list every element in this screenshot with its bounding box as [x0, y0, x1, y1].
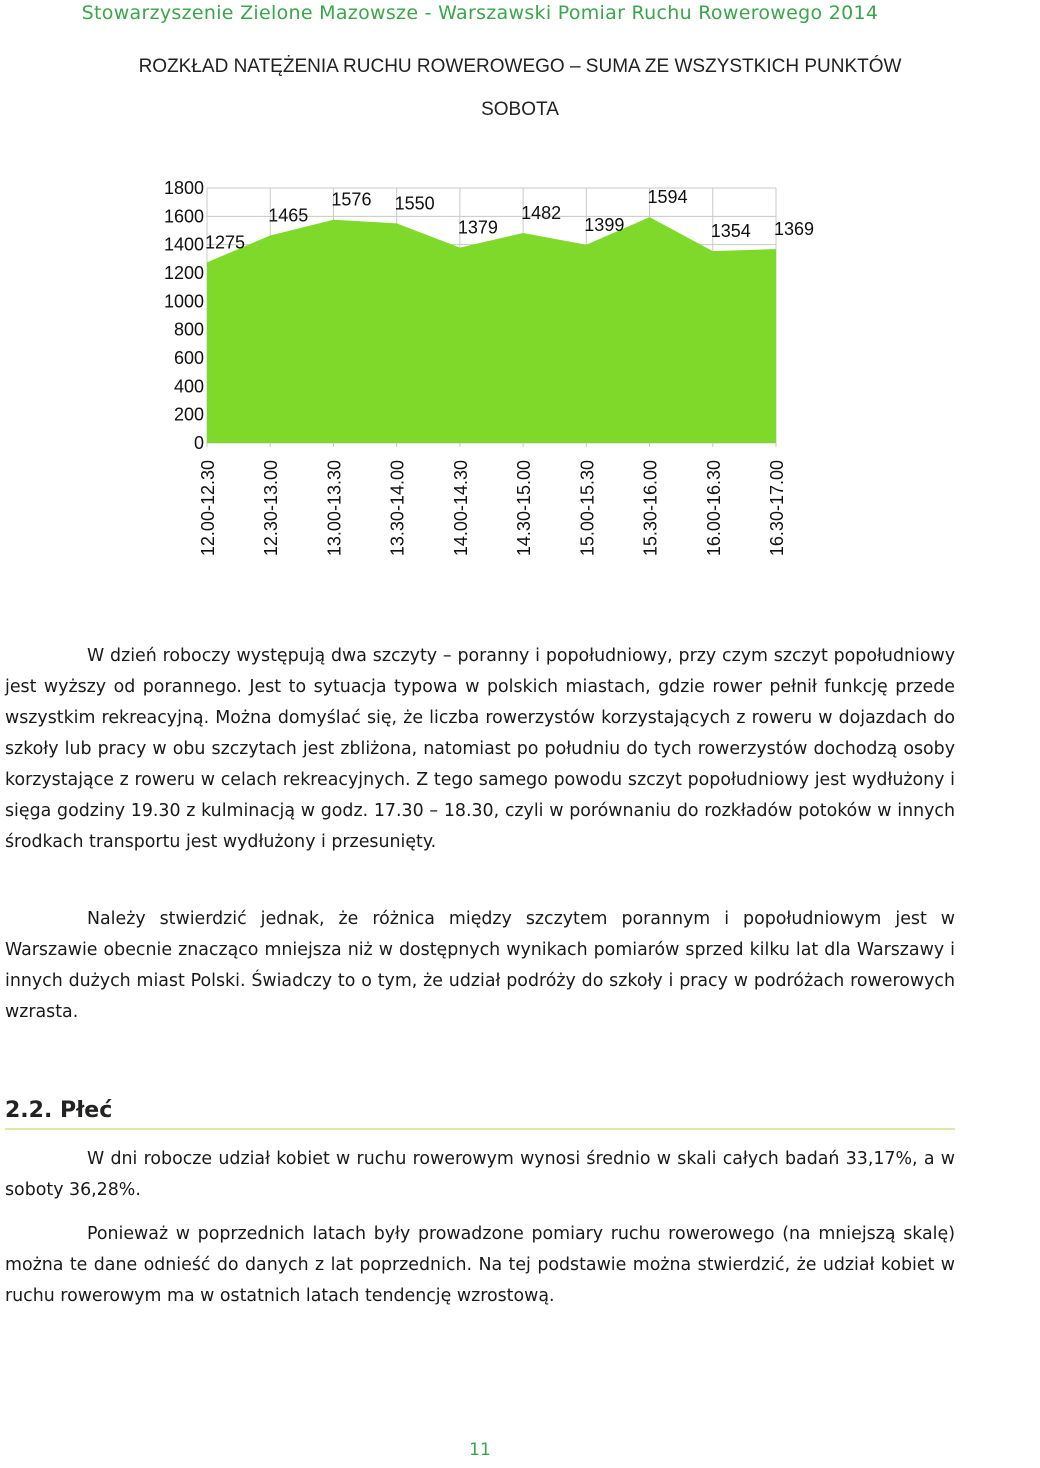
y-tick-label: 1600 — [163, 206, 204, 227]
data-label: 1275 — [204, 232, 246, 253]
y-tick-label: 200 — [173, 404, 204, 425]
x-tick-label: 14.00-14.30 — [450, 460, 471, 557]
x-tick-label: 12.30-13.00 — [261, 460, 282, 557]
paragraph-2 — [5, 904, 955, 1028]
data-label: 1550 — [394, 193, 435, 214]
paragraph-1 — [5, 641, 955, 858]
x-tick-label: 14.30-15.00 — [514, 460, 535, 557]
paragraph-2-text: Należy stwierdzić jednak, że różnica między szczytem porannym i popołudniowym jest w Warszawie obecnie znacząco mniejsza niż w dostępnych wynikach pomiarów sprzed kilku lat dla Warszawy i innych dużych miast Polski. Świadczy to o tym, że udział podróży do szkoły i pracy w podróżach rowerowych wzrasta. — [5, 909, 955, 1022]
y-tick-label: 1200 — [163, 263, 204, 283]
x-tick-label: 15.00-15.30 — [577, 460, 598, 557]
page-number: 11 — [469, 1440, 491, 1460]
section-paragraph-2-text: Ponieważ w poprzednich latach były prowadzone pomiary ruchu rowerowego (na mniejszą skalę) można te dane odnieść do danych z lat poprzednich. Na tej podstawie można stwierdzić, że udział kobiet w ruchu rowerowym ma w ostatnich latach tendencję wzrostową. — [5, 1224, 955, 1306]
x-tick-label: 15.30-16.00 — [640, 460, 661, 557]
paragraph-1-text: W dzień roboczy występują dwa szczyty – poranny i popołudniowy, przy czym szczyt popołudniowy jest wyższy od porannego. Jest to sytuacja typowa w polskich miastach, gdzie rower pełnił funkcję przede wszystkim rekreacyjną. Można domyślać się, że liczba rowerzystów korzystających z roweru w dojazdach do szkoły lub pracy w obu szczytach jest zbliżona, natomiast po południu do tych rowerzystów dochodzą osoby korzystające z roweru w celach rekreacyjnych. Z tego samego powodu szczyt popołudniowy jest wydłużony i sięga godziny 19.30 z kulminacją w godz. 17.30 – 18.30, czyli w porównaniu do rozkładów potoków w innych środkach transportu jest wydłużony i przesunięty. — [5, 646, 955, 852]
data-label: 1576 — [331, 189, 372, 210]
y-tick-label: 600 — [173, 348, 204, 368]
page-header: Stowarzyszenie Zielone Mazowsze - Warszawski Pomiar Ruchu Rowerowego 2014 — [81, 2, 879, 24]
y-tick-label: 400 — [173, 376, 204, 397]
x-tick-label: 13.00-13.30 — [324, 460, 345, 557]
data-label: 1482 — [521, 203, 562, 224]
data-label: 1399 — [584, 214, 625, 235]
x-tick-label: 16.00-16.30 — [703, 460, 724, 557]
data-label: 1594 — [647, 187, 688, 208]
data-label: 1354 — [710, 221, 751, 242]
area-chart — [150, 170, 815, 590]
section-paragraph-1-text: W dni robocze udział kobiet w ruchu rowerowym wynosi średnio w skali całych badań 33,17%, a w soboty 36,28%. — [5, 1149, 955, 1200]
x-tick-label: 16.30-17.00 — [767, 460, 787, 557]
data-label: 1465 — [268, 205, 309, 226]
chart-title: ROZKŁAD NATĘŻENIA RUCHU ROWEROWEGO – SUMA ZE WSZYSTKICH PUNKTÓW — [138, 56, 902, 77]
x-tick-label: 13.30-14.00 — [387, 460, 408, 557]
chart-subtitle: SOBOTA — [481, 99, 559, 120]
y-tick-label: 800 — [173, 319, 204, 340]
section-paragraph-1 — [5, 1144, 955, 1206]
data-label: 1369 — [773, 219, 815, 240]
data-label: 1379 — [457, 217, 498, 238]
x-tick-label: 12.00-12.30 — [198, 460, 218, 557]
y-tick-label: 0 — [193, 433, 204, 453]
section-heading: 2.2. Płeć — [5, 1094, 955, 1130]
section-paragraph-2 — [5, 1219, 955, 1312]
y-tick-label: 1800 — [163, 178, 204, 198]
y-tick-label: 1000 — [163, 291, 204, 312]
y-tick-label: 1400 — [163, 234, 204, 255]
